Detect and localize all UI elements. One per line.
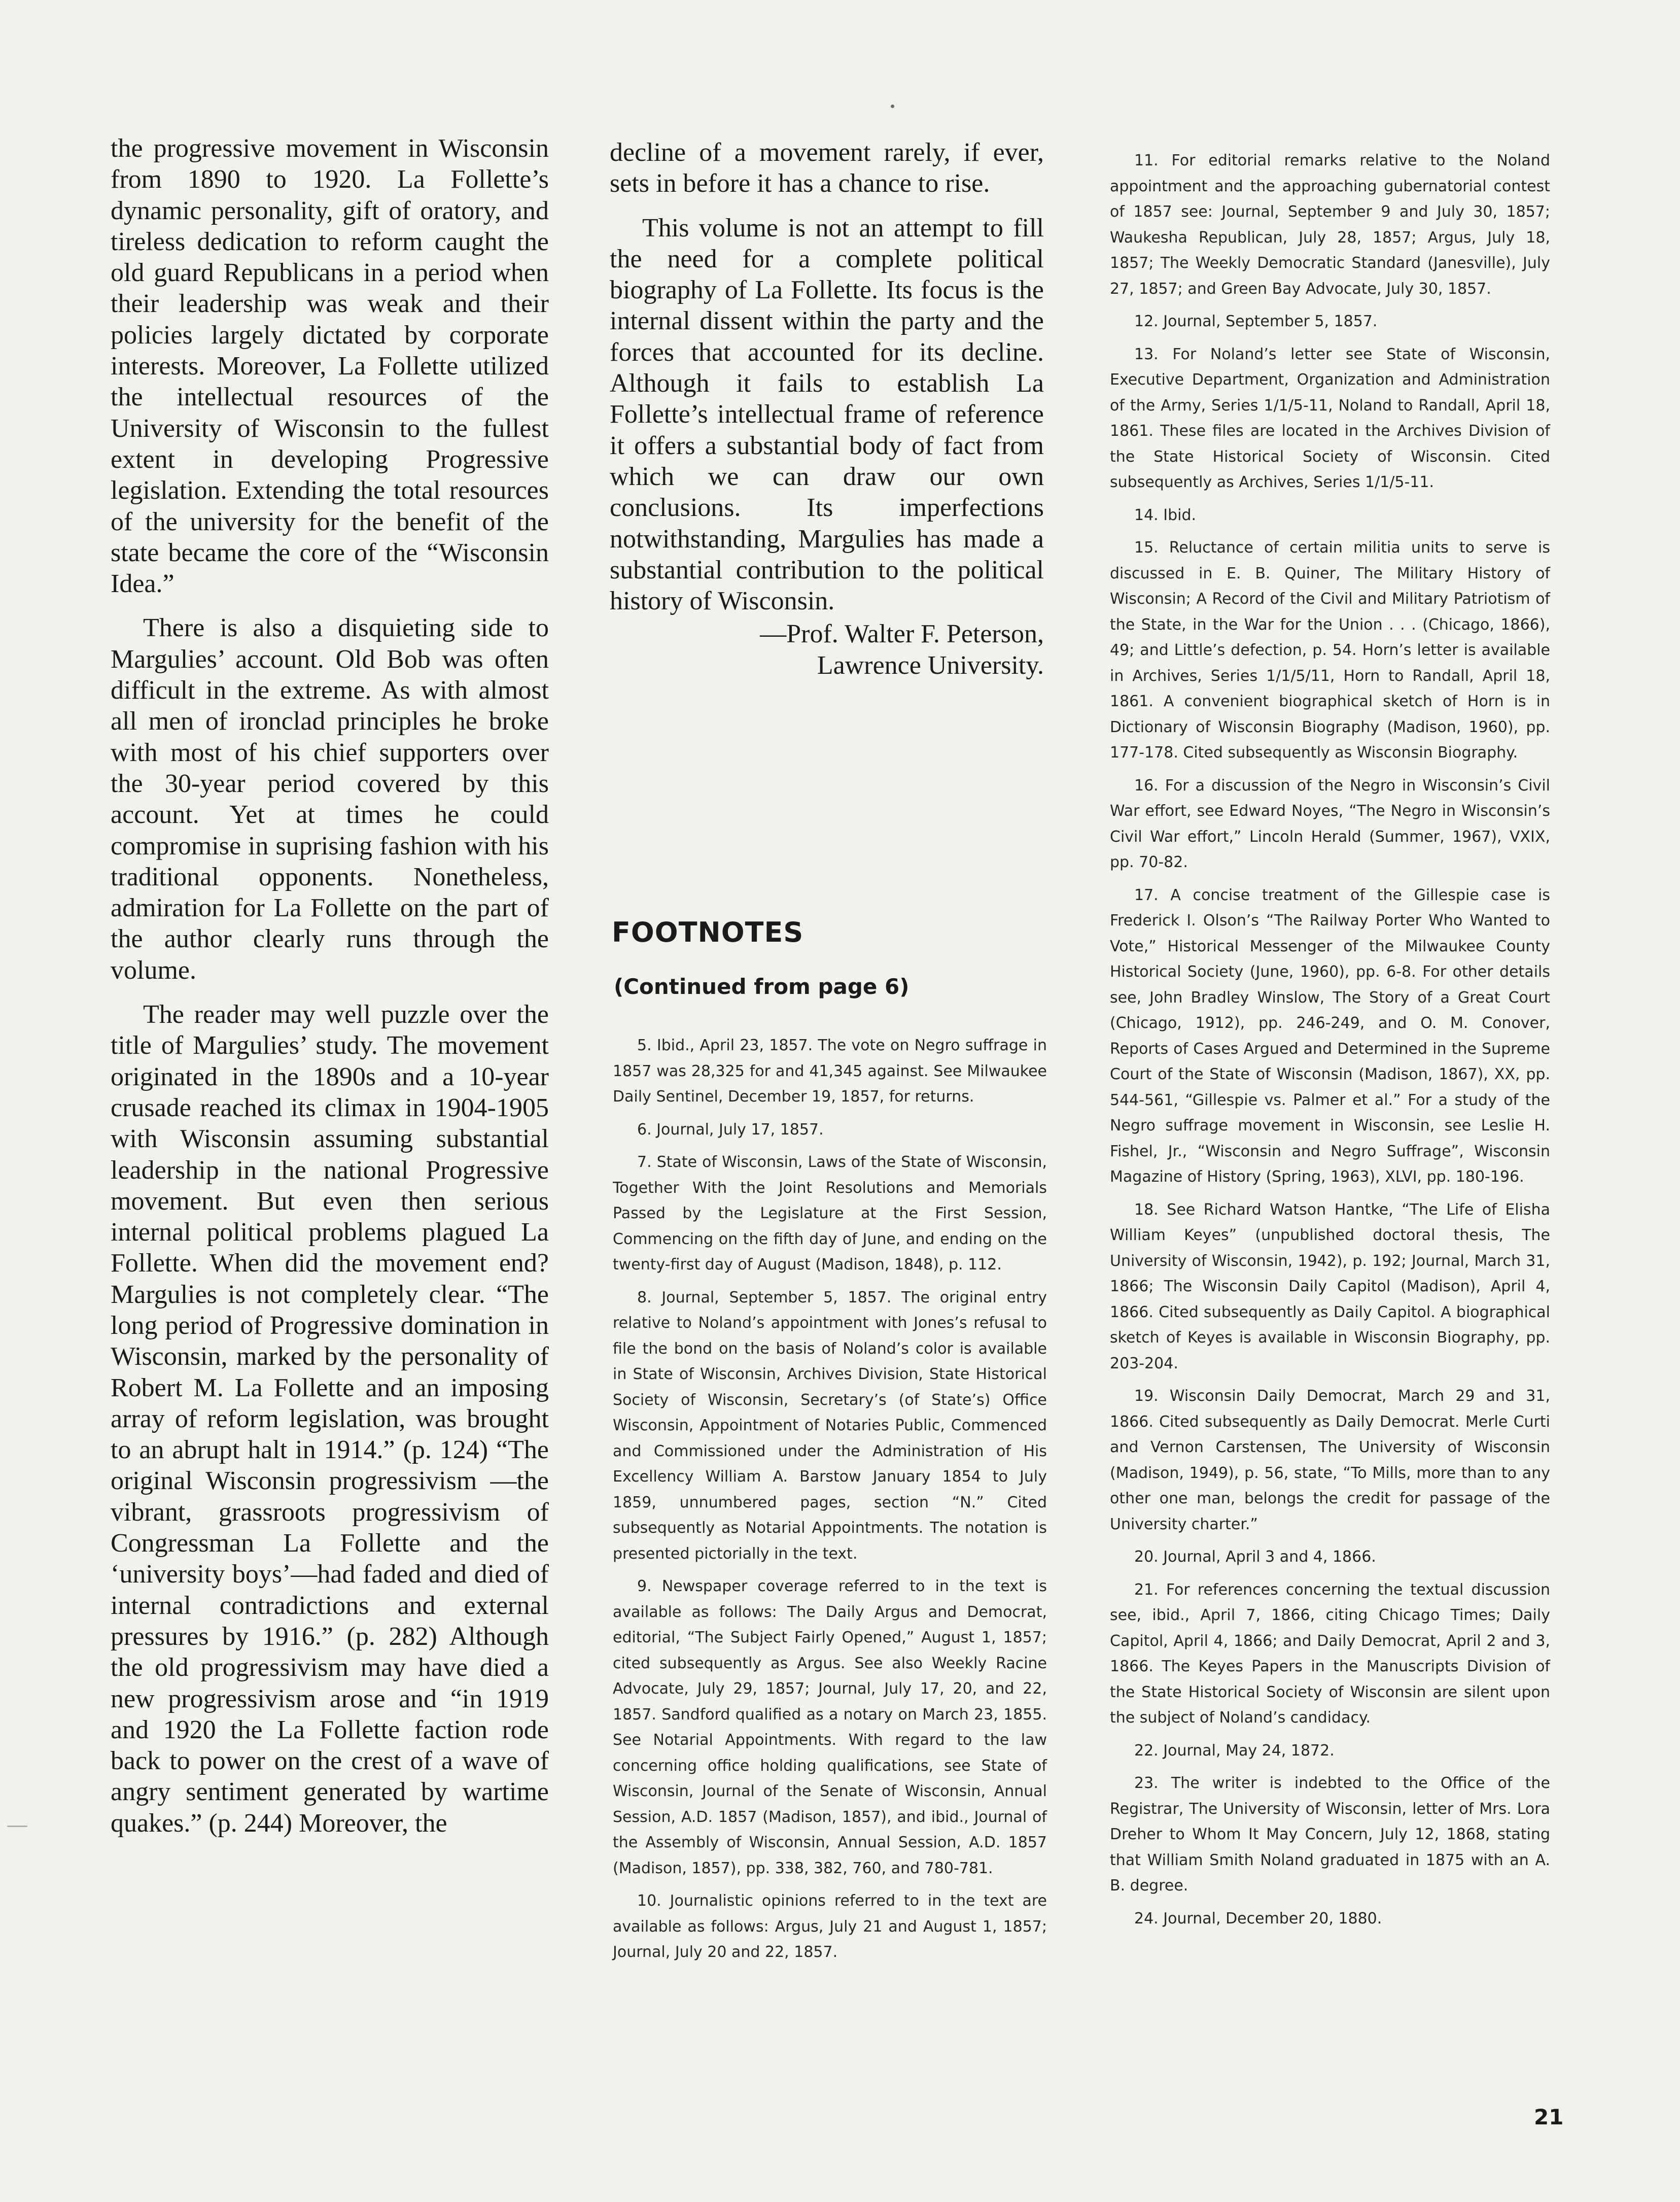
footnote: 17. A concise treatment of the Gillespie case is Frederick I. Olson’s “The Railway Porter Who Wanted to Vote,” Historical Messenger of the Milwaukee County Historical Society (June, 1960), pp. 6-8. For other details see, John Bradley Winslow, The Story of a Great Court (Chicago, 1912), pp. 246-249, and O. M. Conover, Reports of Cases Argued and Determined in the Supreme Court of the State of Wisconsin (Madison, 1867), XX, pp. 544-561, “Gillespie vs. Palmer et al.” For a study of the Negro suffrage movement in Wisconsin, see Leslie H. Fishel, Jr., “Wisconsin and Negro Suffrage”, Wisconsin Magazine of History (Spring, 1963), XLVI, pp. 180-196. [1110,886,1550,1186]
footnote: 23. The writer is indebted to the Office of the Registrar, The University of Wisconsin, letter of Mrs. Lora Dreher to Whom It May Concern, July 12, 1868, stating that William Smith Noland graduated in 1875 with an A. B. degree. [1110,1774,1550,1895]
footnote: 21. For references concerning the textual discussion see, ibid., April 7, 1866, citing Chicago Times; Daily Capitol, April 4, 1866; and Daily Democrat, April 2 and 3, 1866. The Keyes Papers in the Manuscripts Division of the State Historical Society of Wisconsin are silent upon the subject of Noland’s candidacy. [1110,1580,1550,1727]
footnote: 16. For a discussion of the Negro in Wisconsin’s Civil War effort, see Edward Noyes, “The Negro in Wisconsin’s Civil War effort,” Lincoln Herald (Summer, 1967), VXIX, pp. 70-82. [1110,776,1550,871]
footnote: 20. Journal, April 3 and 4, 1866. [1134,1548,1376,1566]
footnotes-column-3 [1110,148,1550,1939]
reviewer-affiliation: Lawrence University. [817,650,1044,680]
footnote: 18. See Richard Watson Hantke, “The Life of Elisha William Keyes” (unpublished doctoral thesis, The University of Wisconsin, 1942), p. 192; Journal, March 31, 1866; The Wisconsin Daily Capitol (Madison), April 4, 1866. Cited subsequently as Daily Capitol. A biographical sketch of Keyes is available in Wisconsin Biography, pp. 203-204. [1110,1200,1550,1372]
footnote: 5. Ibid., April 23, 1857. The vote on Negro suffrage in 1857 was 28,325 for and 41,345 against. See Milwaukee Daily Sentinel, December 19, 1857, for returns. [613,1037,1047,1106]
footnote: 19. Wisconsin Daily Democrat, March 29 and 31, 1866. Cited subsequently as Daily Democrat. Merle Curti and Vernon Carstensen, The University of Wisconsin (Madison, 1949), p. 56, state, “To Mills, more than to any other one man, belongs the credit for passage of the University charter.” [1110,1387,1550,1533]
footnote: 8. Journal, September 5, 1857. The original entry relative to Noland’s appointment with Jones’s refusal to file the bond on the basis of Noland’s color is available in State of Wisconsin, Archives Division, State Historical Society of Wisconsin, Secretary’s (of State’s) Office Wisconsin, Appointment of Notaries Public, Commenced and Commissioned under the Administration of His Excellency William A. Barstow January 1854 to July 1859, unnumbered pages, section “N.” Cited subsequently as Notarial Appointments. The notation is presented pictorially in the text. [613,1288,1047,1563]
footnote: 7. State of Wisconsin, Laws of the State of Wisconsin, Together With the Joint Resolutions and Memorials Passed by the Legislature at the First Session, Commencing on the fifth day of June, and ending on the twenty-first day of August (Madison, 1848), p. 112. [613,1153,1047,1274]
review-column-2 [610,137,1044,681]
footnote: 24. Journal, December 20, 1880. [1134,1909,1382,1928]
review-paragraph: The reader may well puzzle over the title of Margulies’ study. The movement originated in the 1890s and a 10-year crusade reached its climax in 1904-1905 with Wisconsin assuming substantial leadership in the national Progressive movement. But even then serious internal political problems plagued La Follette. When did the movement end? Margulies is not completely clear. “The long period of Progressive domination in Wisconsin, marked by the personality of Robert M. La Follette and an imposing array of reform legislation, was brought to an abrupt halt in 1914.” (p. 124) “The original Wisconsin progressivism —the vibrant, grassroots progressivism of Congressman La Follette and the ‘university boys’—had faded and died of internal contradictions and external pressures by 1916.” (p. 282) Although the old progressivism may have died a new progressivism arose and “in 1919 and 1920 the La Follette faction rode back to power on the crest of a wave of angry sentiment generated by wartime quakes.” (p. 244) Moreover, the [111,1000,549,1838]
print-speck [7,1826,27,1827]
footnote: 9. Newspaper coverage referred to in the text is available as follows: The Daily Argus and Democrat, editorial, “The Subject Fairly Opened,” August 1, 1857; cited subsequently as Argus. See also Weekly Racine Advocate, July 29, 1857; Journal, July 17, 20, and 22, 1857. Sandford qualified as a notary on March 23, 1855. See Notarial Appointments. With regard to the law concerning office holding qualifications, see State of Wisconsin, Journal of the Senate of Wisconsin, Annual Session, A.D. 1857 (Madison, 1857), and ibid., Journal of the Assembly of Wisconsin, Annual Session, A.D. 1857 (Madison, 1857), pp. 338, 382, 760, and 780-781. [613,1577,1047,1877]
footnotes-column-2 [613,1033,1047,1973]
footnote: 6. Journal, July 17, 1857. [637,1120,824,1139]
review-paragraph: decline of a movement rarely, if ever, sets in before it has a chance to rise. [610,138,1044,198]
reviewer-name: —Prof. Walter F. Peterson, [760,620,1044,649]
review-paragraph: There is also a disquieting side to Margulies’ account. Old Bob was often difficult in the extreme. As with almost all men of ironclad principles he broke with most of his chief supporters over the 30-year period covered by this account. Yet at times he could compromise in suprising fashion with his traditional opponents. Nonetheless, admiration for La Follette on the part of the author clearly runs through the volume. [111,613,549,985]
footnote: 12. Journal, September 5, 1857. [1134,313,1378,330]
footnotes-continued-label: (Continued from page 6) [614,974,909,999]
page-number: 21 [1534,2105,1564,2129]
review-column-1 [111,133,549,1839]
review-paragraph: This volume is not an attempt to fill the need for a complete political biography of La Follette. Its focus is the internal dissent within the party and the forces that accounted for its decline. Although it fails to establish La Follette’s intellectual frame of reference it offers a substantial body of fact from which we can draw our own conclusions. Its imperfections notwithstanding, Margulies has made a substantial contribution to the political history of Wisconsin. [610,213,1044,616]
footnote: 22. Journal, May 24, 1872. [1134,1741,1335,1760]
footnote: 11. For editorial remarks relative to the Noland appointment and the approaching gubernatorial contest of 1857 see: Journal, September 9 and July 30, 1857; Waukesha Republican, July 28, 1857; Argus, July 18, 1857; The Weekly Democratic Standard (Janesville), July 27, 1857; and Green Bay Advocate, July 30, 1857. [1110,152,1550,298]
footnote: 10. Journalistic opinions referred to in the text are available as follows: Argus, July 21 and August 1, 1857; Journal, July 20 and 22, 1857. [613,1892,1047,1961]
footnote: 13. For Noland’s letter see State of Wisconsin, Executive Department, Organization and Administration of the Army, Series 1/1/5-11, Noland to Randall, April 18, 1861. These files are located in the Archives Division of the State Historical Society of Wisconsin. Cited subsequently as Archives, Series 1/1/5-11. [1110,345,1550,491]
review-paragraph: the progressive movement in Wisconsin from 1890 to 1920. La Follette’s dynamic personality, gift of oratory, and tireless dedication to reform caught the old guard Republicans in a period when their leadership was weak and their policies largely dictated by corporate interests. Moreover, La Follette utilized the intellectual resources of the University of Wisconsin to the fullest extent in developing Progressive legislation. Extending the total resources of the university for the benefit of the state became the core of the “Wisconsin Idea.” [111,134,549,599]
footnote: 15. Reluctance of certain militia units to serve is discussed in E. B. Quiner, The Military History of Wisconsin; A Record of the Civil and Military Patriotism of the State, in the War for the Union . . . (Chicago, 1866), 49; and Little’s defection, p. 54. Horn’s letter is available in Archives, Series 1/1/5/11, Horn to Randall, April 18, 1861. A convenient biographical sketch of Horn is in Dictionary of Wisconsin Biography (Madison, 1960), pp. 177-178. Cited subsequently as Wisconsin Biography. [1110,539,1550,762]
footnote: 14. Ibid. [1134,506,1197,524]
print-speck [891,105,894,108]
footnotes-heading: FOOTNOTES [612,916,804,948]
